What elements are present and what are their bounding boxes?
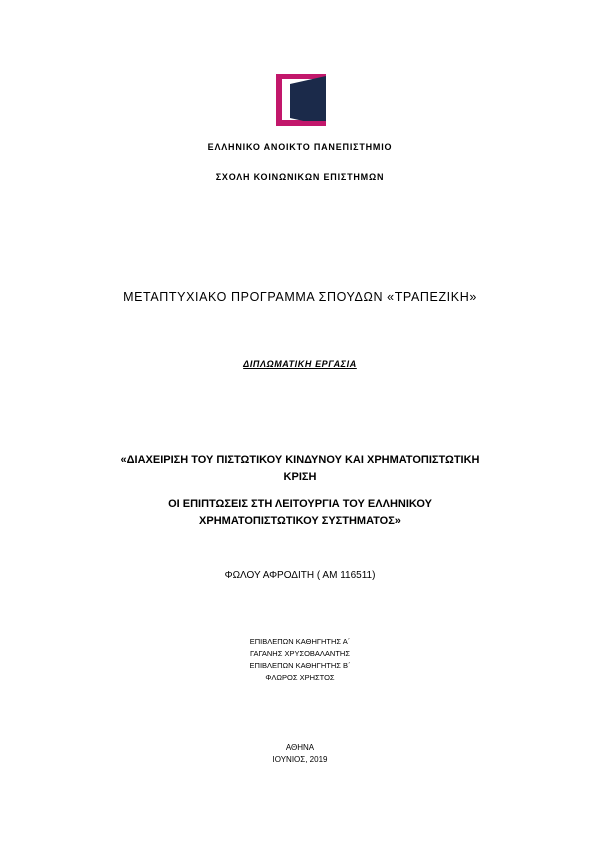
supervisor-b-label: ΕΠΙΒΛΕΠΩΝ ΚΑΘΗΓΗΤΗΣ Β΄ — [249, 661, 351, 670]
city: ΑΘΗΝΑ — [285, 743, 315, 752]
university-logo — [276, 74, 326, 126]
title-line-2: ΚΡΙΣΗ — [283, 471, 317, 483]
date: ΙΟΥΝΙΟΣ, 2019 — [272, 755, 328, 764]
program-name: ΜΕΤΑΠΤΥΧΙΑΚΟ ΠΡΟΓΡΑΜΜΑ ΣΠΟΥΔΩΝ «ΤΡΑΠΕΖΙΚΗ» — [123, 290, 477, 304]
author: ΦΩΛΟΥ ΑΦΡΟΔΙΤΗ ( ΑΜ 116511) — [224, 570, 376, 581]
supervisor-a-label: ΕΠΙΒΛΕΠΩΝ ΚΑΘΗΓΗΤΗΣ Α΄ — [249, 637, 351, 646]
school-name: ΣΧΟΛΗ ΚΟΙΝΩΝΙΚΩΝ ΕΠΙΣΤΗΜΩΝ — [215, 172, 385, 182]
university-name: ΕΛΛΗΝΙΚΟ ΑΝΟΙΚΤΟ ΠΑΝΕΠΙΣΤΗΜΙΟ — [207, 142, 393, 152]
supervisor-b-name: ΦΛΩΡΟΣ ΧΡΗΣΤΟΣ — [265, 673, 335, 682]
title-line-1: «ΔΙΑΧΕΙΡΙΣΗ ΤΟΥ ΠΙΣΤΩΤΙΚΟΥ ΚΙΝΔΥΝΟΥ ΚΑΙ ΧΡΗΜΑΤΟΠΙΣΤΩΤΙΚΗ — [120, 454, 480, 466]
title-line-3: ΟΙ ΕΠΙΠΤΩΣΕΙΣ ΣΤΗ ΛΕΙΤΟΥΡΓΙΑ ΤΟΥ ΕΛΛΗΝΙΚΟΥ — [168, 498, 432, 510]
document-type-label: ΔΙΠΛΩΜΑΤΙΚΗ ΕΡΓΑΣΙΑ — [243, 359, 357, 369]
document-type — [0, 359, 600, 369]
supervisor-a-name: ΓΑΓΑΝΗΣ ΧΡΥΣΟΒΑΛΑΝΤΗΣ — [250, 649, 350, 658]
title-line-4: ΧΡΗΜΑΤΟΠΙΣΤΩΤΙΚΟΥ ΣΥΣΤΗΜΑΤΟΣ» — [199, 515, 401, 527]
